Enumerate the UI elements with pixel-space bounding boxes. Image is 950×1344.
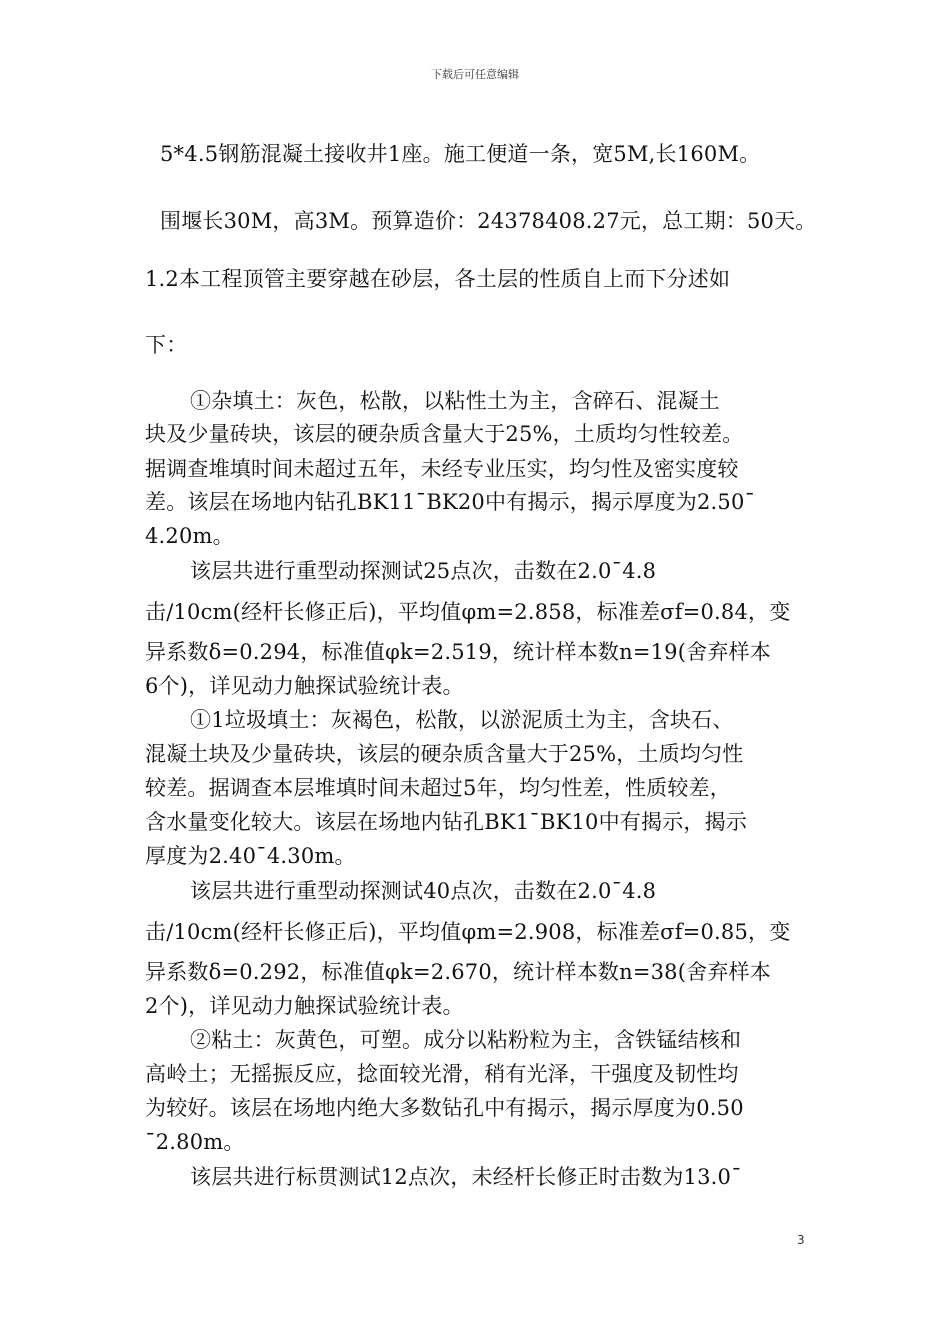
document-line: 该层共进行重型动探测试40点次，击数在2.0¯4.8 xyxy=(190,879,657,903)
document-line: 差。该层在场地内钻孔BK11¯BK20中有揭示，揭示厚度为2.50¯ xyxy=(145,490,756,514)
document-line: 下： xyxy=(145,333,188,357)
document-line: ①1垃圾填土：灰褐色，松散，以淤泥质土为主，含块石、 xyxy=(190,708,734,732)
document-line: 异系数δ=0.292，标准值φk=2.670，统计样本数n=38(舍弃样本 xyxy=(145,960,771,984)
document-line: 1.2本工程顶管主要穿越在砂层，各土层的性质自上而下分述如 xyxy=(145,267,731,291)
document-line: 混凝土块及少量砖块，该层的硬杂质含量大于25%，土质均匀性 xyxy=(145,742,744,766)
document-line: 含水量变化较大。该层在场地内钻孔BK1¯BK10中有揭示，揭示 xyxy=(145,810,748,834)
document-line: 4.20m。 xyxy=(145,524,234,548)
page-header: 下载后可任意编辑 xyxy=(431,68,519,81)
document-line: 击/10cm(经杆长修正后)，平均值φm=2.908，标准差σf=0.85，变 xyxy=(145,920,791,944)
page-number: 3 xyxy=(797,1233,805,1247)
document-line: 该层共进行标贯测试12点次，未经杆长修正时击数为13.0¯ xyxy=(190,1165,742,1189)
document-line: ②粘土：灰黄色，可塑。成分以粘粉粒为主，含铁锰结核和 xyxy=(190,1028,742,1052)
document-line: 块及少量砖块，该层的硬杂质含量大于25%，土质均匀性较差。 xyxy=(145,422,744,446)
document-line: 厚度为2.40¯4.30m。 xyxy=(145,844,356,868)
document-line: 6个)，详见动力触探试验统计表。 xyxy=(145,674,464,698)
document-line: 较差。据调查本层堆填时间未超过5年，均匀性差，性质较差， xyxy=(145,776,731,800)
document-line: ¯2.80m。 xyxy=(145,1130,245,1154)
document-line: 高岭土；无摇振反应，捻面较光滑，稍有光泽，干强度及韧性均 xyxy=(145,1062,739,1086)
document-line: 为较好。该层在场地内绝大多数钻孔中有揭示，揭示厚度为0.50 xyxy=(145,1096,744,1120)
document-line: 该层共进行重型动探测试25点次，击数在2.0¯4.8 xyxy=(190,559,657,583)
document-line: 5*4.5钢筋混凝土接收井1座。施工便道一条，宽5M,长160M。 xyxy=(160,142,761,166)
document-line: 据调查堆填时间未超过五年，未经专业压实，均匀性及密实度较 xyxy=(145,457,739,481)
document-line: ①杂填土：灰色，松散，以粘性土为主，含碎石、混凝土 xyxy=(190,389,720,413)
document-line: 异系数δ=0.294，标准值φk=2.519，统计样本数n=19(舍弃样本 xyxy=(145,640,771,664)
document-line: 击/10cm(经杆长修正后)，平均值φm=2.858，标准差σf=0.84，变 xyxy=(145,600,791,624)
document-line: 围堰长30M，高3M。预算造价：24378408.27元，总工期：50天。 xyxy=(160,209,817,233)
document-line: 2个)，详见动力触探试验统计表。 xyxy=(145,994,464,1018)
